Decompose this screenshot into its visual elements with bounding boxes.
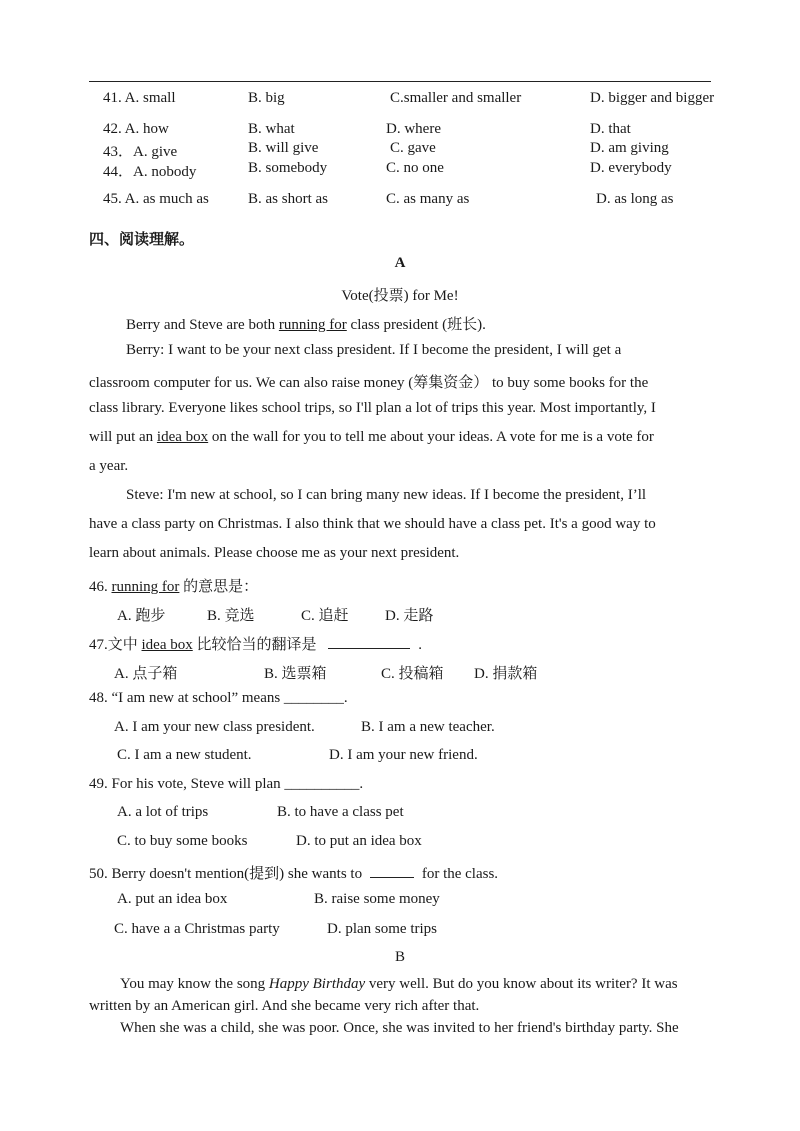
passage-b-letter: B [394,949,405,965]
q47-text: 比较恰当的翻译是 [192,637,317,653]
q46-option-d: D. 走路 [385,608,434,624]
section-title: 四、阅读理解。 [89,232,195,248]
q45-option-d: D. as long as [596,191,674,207]
idea-box-underlined: idea box [156,429,209,445]
q47-option-d: D. 捐款箱 [474,666,538,682]
passage-a-letter: A [394,255,406,271]
intro-text-end: class president (班长). [346,317,486,333]
q49-option-c: C. to buy some books [117,833,248,849]
berry-line-4-end: on the wall for you to tell me about your ideas. A vote for me is a vote for [208,429,654,445]
berry-line-5: a year. [89,458,129,474]
berry-line-3: class library. Everyone likes school trips, so I'll plan a lot of trips this year. Most importantly, I [89,400,656,416]
q42-option-b: B. what [248,121,295,137]
q43-option-a: 43．A. give [103,144,178,160]
q49-option-d: D. to put an idea box [296,833,422,849]
q43-option-b: B. will give [248,140,319,156]
q46-underlined: running for [111,579,180,595]
q44-option-d: D. everybody [590,160,672,176]
q41-option-b: B. big [248,90,285,106]
q50-option-a: A. put an idea box [117,891,228,907]
q42-option-d: D. that [590,121,631,137]
passage-b-line-1-text: You may know the song [120,976,269,992]
berry-line-4 [89,429,654,446]
q44-option-b: B. somebody [248,160,328,176]
q48-option-a: A. I am your new class president. [114,719,315,735]
passage-b-line-2: written by an American girl. And she became very rich after that. [89,998,480,1014]
q41-option-c: C.smaller and smaller [390,90,522,106]
q46-option-a: A. 跑步 [117,608,166,624]
top-rule [89,81,711,82]
q49-stem: 49. For his vote, Steve will plan __________. [89,776,364,792]
q45-option-a: 45. A. as much as [103,191,209,207]
q45-option-c: C. as many as [386,191,470,207]
passage-a-intro [126,313,486,334]
q42-option-c: D. where [386,121,441,137]
steve-line-1: Steve: I'm new at school, so I can bring many new ideas. If I become the president, I’ll [126,487,647,503]
q42-option-a: 42. A. how [103,121,169,137]
q50-text-end: for the class. [421,866,499,882]
intro-underlined: running for [278,317,347,333]
q50-text: 50. Berry doesn't mention(提到) she wants to [89,866,363,882]
passage-a-title: Vote(投票) for Me! [341,288,459,304]
q47-period: . [418,637,423,653]
intro-text: Berry and Steve are both [126,317,279,333]
q48-option-c: C. I am a new student. [117,747,252,763]
steve-line-3: learn about animals. Please choose me as your next president. [89,545,460,561]
passage-b-line-1 [120,976,678,993]
q45-option-b: B. as short as [248,191,328,207]
q44-option-c: C. no one [386,160,444,176]
q50-stem [89,862,498,883]
q46-number: 46. [89,579,112,595]
passage-b-line-1-end: very well. But do you know about its writer? It was [365,976,678,992]
q50-option-b: B. raise some money [314,891,440,907]
q47-option-c: C. 投稿箱 [381,666,444,682]
q46-stem [89,575,258,596]
q47-number: 47.文中 [89,637,142,653]
q46-option-c: C. 追赶 [301,608,349,624]
berry-line-4-text: will put an [89,429,157,445]
q43-option-d: D. am giving [590,140,669,156]
q48-option-d: D. I am your new friend. [329,747,478,763]
q49-option-a: A. a lot of trips [117,804,209,820]
q47-option-a: A. 点子箱 [114,666,178,682]
q43-option-c: C. gave [390,140,436,156]
berry-line-2: classroom computer for us. We can also raise money (筹集资金） to buy some books for the [89,375,649,391]
steve-line-2: have a class party on Christmas. I also think that we should have a class pet. It's a good way to [89,516,656,532]
q41-option-d: D. bigger and bigger [590,90,715,106]
q44-option-a: 44．A. nobody [103,164,197,180]
q50-option-c: C. have a a Christmas party [114,921,280,937]
q48-option-b: B. I am a new teacher. [361,719,495,735]
q41-option-a: 41. A. small [103,90,176,106]
song-title: Happy Birthday [268,976,366,992]
q46-text: 的意思是： [179,579,259,595]
q47-answer-blank [328,647,410,649]
q47-stem [89,633,422,654]
q50-option-d: D. plan some trips [327,921,437,937]
berry-line-1: Berry: I want to be your next class president. If I become the president, I will get a [126,342,622,358]
q46-option-b: B. 竞选 [207,608,255,624]
q47-option-b: B. 选票箱 [264,666,327,682]
passage-b-line-3: When she was a child, she was poor. Once, she was invited to her friend's birthday party. She [120,1020,679,1036]
q50-answer-blank [370,876,414,878]
q49-option-b: B. to have a class pet [277,804,404,820]
q48-stem: 48. “I am new at school” means ________. [89,690,348,706]
q47-underlined: idea box [141,637,193,653]
